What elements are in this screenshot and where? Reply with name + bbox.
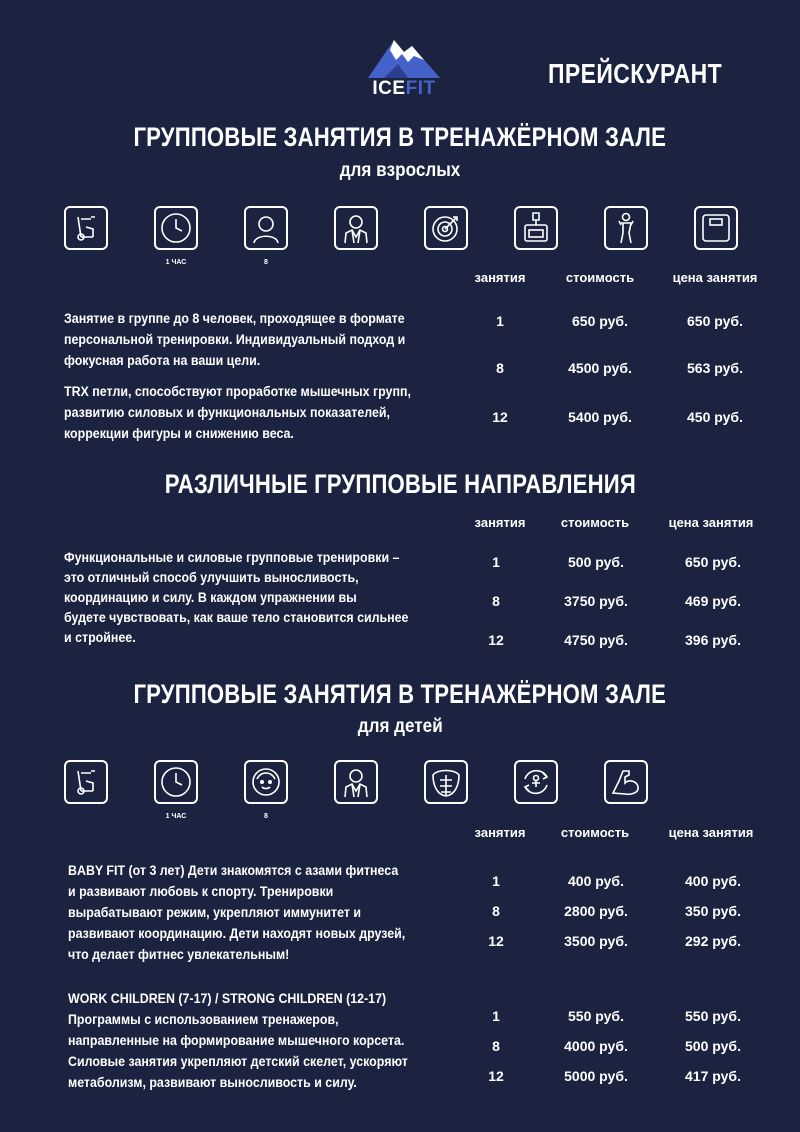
- table-cell: 469 руб.: [685, 593, 741, 609]
- clock-icon: [154, 760, 198, 804]
- table-cell: 500 руб.: [568, 554, 624, 570]
- table-cell: 400 руб.: [568, 873, 624, 889]
- section1-description: Занятие в группе до 8 человек, проходящее в формате персональной тренировки. Индивидуальный подход и фокусная работа на ваши цели.: [64, 311, 406, 368]
- table-cell: 3750 руб.: [564, 593, 628, 609]
- section2-description: Функциональные и силовые групповые тренировки – это отличный способ улучшить выносливость, координацию и силу. В каждом упражнении вы будете чувствовать, как ваше тело становится сильнее и стройнее.: [64, 550, 409, 645]
- table-cell: 8: [496, 360, 504, 376]
- table-cell: 5400 руб.: [568, 409, 632, 425]
- table-cell: 1: [492, 1008, 500, 1024]
- section1-description-trx: TRX петли, способствуют проработке мышечных групп, развитию силовых и функциональных показателей, коррекции фигуры и снижению веса.: [64, 384, 411, 441]
- table-cell: 450 руб.: [687, 409, 743, 425]
- table-cell: 12: [492, 409, 508, 425]
- table-cell: 2800 руб.: [564, 903, 628, 919]
- scale-icon: [694, 206, 738, 250]
- table-cell: 4000 руб.: [564, 1038, 628, 1054]
- page-title: ПРЕЙСКУРАНТ: [548, 58, 723, 89]
- child-caption: 8: [264, 813, 268, 820]
- section3-subtitle: для детей: [357, 716, 443, 737]
- col-cost-header: стоимость: [560, 515, 630, 530]
- machine-icon: [514, 206, 558, 250]
- col-cost-header: стоимость: [565, 270, 635, 285]
- col-price-header: цена занятия: [672, 270, 758, 285]
- table-cell: 4500 руб.: [568, 360, 632, 376]
- col-price-header: цена занятия: [668, 515, 754, 530]
- table-cell: 396 руб.: [685, 632, 741, 648]
- bicep-icon: [604, 760, 648, 804]
- table-cell: 563 руб.: [687, 360, 743, 376]
- child-face-icon: [244, 760, 288, 804]
- table-cell: 8: [492, 593, 500, 609]
- exercise-bike-icon: [64, 760, 108, 804]
- col-sessions-header: занятия: [474, 825, 526, 840]
- section3-description-work: WORK CHILDREN (7-17) / STRONG CHILDREN (12-17) Программы с использованием тренажеров, направленные на формирование мышечного корсета. Силовые занятия укрепляют детский скелет, ускоряют метаболизм, развивают выносливость и силу.: [68, 991, 408, 1090]
- table-cell: 4750 руб.: [564, 632, 628, 648]
- table-cell: 417 руб.: [685, 1068, 741, 1084]
- table-cell: 12: [488, 1068, 504, 1084]
- clock-caption: 1 ЧАС: [165, 813, 187, 820]
- person-caption: 8: [264, 259, 268, 266]
- table-cell: 8: [492, 1038, 500, 1054]
- section1-title: ГРУППОВЫЕ ЗАНЯТИЯ В ТРЕНАЖЁРНОМ ЗАЛЕ: [133, 122, 667, 152]
- clock-icon: [154, 206, 198, 250]
- table-cell: 1: [496, 313, 504, 329]
- section3-title: ГРУППОВЫЕ ЗАНЯТИЯ В ТРЕНАЖЁРНОМ ЗАЛЕ: [133, 679, 667, 709]
- table-cell: 12: [488, 933, 504, 949]
- table-cell: 8: [492, 903, 500, 919]
- logo-text: ICEFIT: [372, 78, 436, 99]
- section1-subtitle: для взрослых: [339, 160, 461, 181]
- table-cell: 5000 руб.: [564, 1068, 628, 1084]
- section3-description-babyfit: BABY FIT (от 3 лет) Дети знакомятся с азами фитнеса и развивают любовь к спорту. Тренировки вырабатывают режим, укрепляют иммунитет и развивают координацию. Дети находят новых друзей, что делает фитнес увлекательным!: [68, 863, 406, 962]
- col-price-header: цена занятия: [668, 825, 754, 840]
- table-cell: 400 руб.: [685, 873, 741, 889]
- mountain-logo-icon: [364, 38, 444, 80]
- table-cell: 650 руб.: [685, 554, 741, 570]
- trainer-icon: [334, 206, 378, 250]
- body-icon: [604, 206, 648, 250]
- table-cell: 292 руб.: [685, 933, 741, 949]
- col-sessions-header: занятия: [474, 515, 526, 530]
- col-sessions-header: занятия: [474, 270, 526, 285]
- table-cell: 650 руб.: [687, 313, 743, 329]
- refresh-body-icon: [514, 760, 558, 804]
- col-cost-header: стоимость: [560, 825, 630, 840]
- table-cell: 550 руб.: [568, 1008, 624, 1024]
- trainer-icon: [334, 760, 378, 804]
- abs-icon: [424, 760, 468, 804]
- table-cell: 550 руб.: [685, 1008, 741, 1024]
- section2-title: РАЗЛИЧНЫЕ ГРУППОВЫЕ НАПРАВЛЕНИЯ: [164, 469, 636, 499]
- table-cell: 12: [488, 632, 504, 648]
- table-cell: 3500 руб.: [564, 933, 628, 949]
- logo: [364, 38, 444, 100]
- target-icon: [424, 206, 468, 250]
- clock-caption: 1 ЧАС: [165, 259, 187, 266]
- table-cell: 1: [492, 873, 500, 889]
- table-cell: 500 руб.: [685, 1038, 741, 1054]
- table-cell: 1: [492, 554, 500, 570]
- exercise-bike-icon: [64, 206, 108, 250]
- table-cell: 350 руб.: [685, 903, 741, 919]
- table-cell: 650 руб.: [572, 313, 628, 329]
- person-icon: [244, 206, 288, 250]
